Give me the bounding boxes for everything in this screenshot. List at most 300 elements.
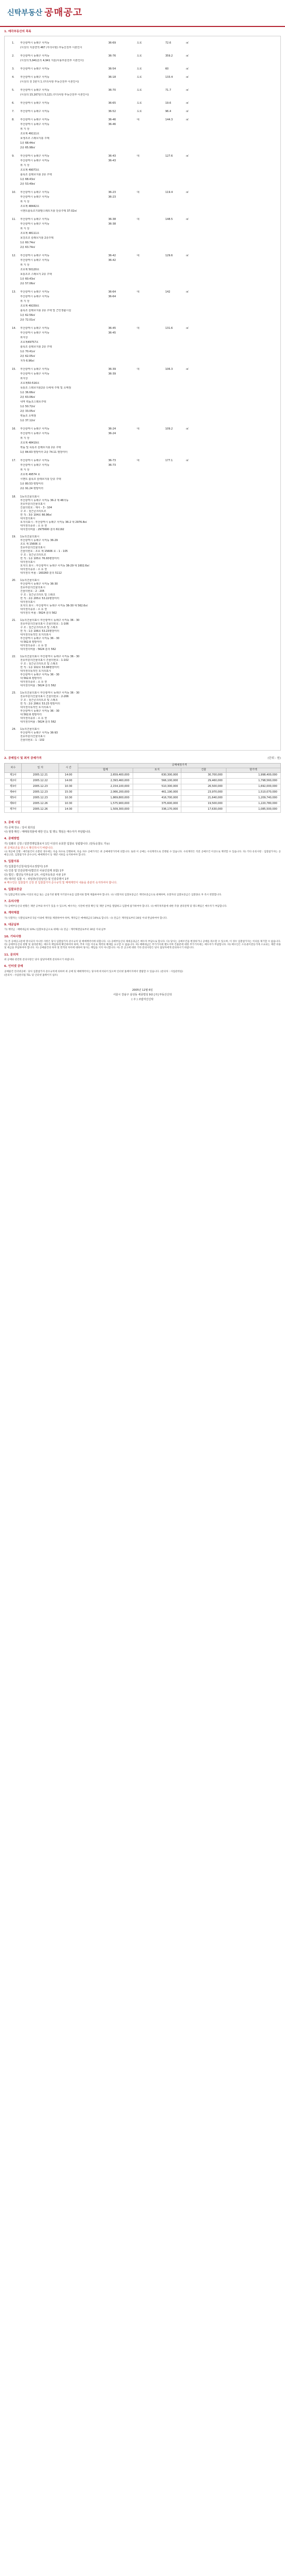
- property-line: [20, 382, 273, 386]
- instr-heading-7: 7. 유의사항: [4, 899, 20, 903]
- property-cell: 2층 53.49㎡: [20, 183, 35, 186]
- property-cell: 위 지 상: [20, 128, 30, 131]
- property-cell: 위 지 상: [20, 437, 30, 440]
- property-cell: ㎡: [186, 191, 189, 195]
- property-line: [20, 437, 273, 441]
- property-line: [20, 336, 273, 341]
- property-cell: 36-45: [108, 327, 116, 330]
- table-cell: 제7차: [5, 807, 22, 812]
- table-cell: 375,600,000: [133, 801, 181, 807]
- property-cell: 전유부분의건물의표시: [20, 735, 46, 739]
- property-cell: 도로: [137, 110, 142, 114]
- property-number: 1.: [12, 41, 15, 45]
- property-line: [20, 499, 273, 503]
- property-item: [12, 110, 273, 115]
- property-cell: 대: [137, 191, 139, 195]
- property-line: [20, 173, 273, 178]
- property-line: [20, 446, 273, 451]
- property-line: [20, 648, 273, 652]
- property-line: [20, 241, 273, 246]
- property-line: [20, 309, 273, 314]
- header-time: 시 간: [59, 763, 78, 772]
- property-line: [20, 89, 273, 93]
- property-cell: 조호제 49574 호: [20, 473, 40, 477]
- property-line: [20, 633, 273, 637]
- property-cell: 177.1: [165, 459, 173, 463]
- price-table-section: [0, 751, 285, 812]
- property-number: 3.: [12, 67, 15, 71]
- notice-page: [0, 0, 285, 1013]
- property-cell: 부산광역시 동래구 사직동: [20, 218, 50, 221]
- property-cell: 부산광역시 동래구 사직동: [20, 368, 50, 371]
- instr-paragraph: 가) 공매부동산의 현황은 제반 공부와 차이가 있을 수 있으며, 매수자는 사전에 현장 확인 및 제반 공부를 열람하고 입찰에 참가하여야 합니다. 나) 매각목적물에 대한 각종 권리관계 및 명도책임은 매수자가 부담합니다.: [4, 905, 227, 908]
- property-line: [20, 464, 273, 468]
- property-cell: 131.6: [165, 327, 173, 330]
- property-cell: 면 적 : 1층 106호 53.23평방미터: [20, 630, 60, 633]
- table-cell: 제4차: [5, 790, 22, 795]
- property-cell: 129.6: [165, 254, 173, 258]
- property-line: [20, 327, 273, 331]
- property-cell: 36-73: [108, 459, 116, 463]
- property-cell: 도로: [137, 41, 142, 45]
- property-cell: 133.4: [165, 76, 173, 79]
- table-cell: 1,575,900,000: [78, 801, 133, 807]
- property-number: 4.: [12, 76, 15, 79]
- property-item: [12, 619, 273, 652]
- property-cell: 부산광역시 동래구 사직동: [20, 102, 50, 105]
- property-line: [20, 137, 273, 142]
- property-cell: 내역 벽돌조스레브주택: [20, 400, 46, 404]
- table-cell: 1,509,300,000: [78, 807, 133, 812]
- property-cell: ㎡: [186, 67, 189, 71]
- property-cell: 부산광역시 동래구 사직동: [20, 295, 50, 299]
- property-cell: (이상의 15,167분의 5,121 /주의사항 부동산전부 이본인이): [20, 93, 89, 97]
- property-item: [12, 191, 273, 214]
- table-cell: 2005.12.22: [22, 778, 59, 784]
- property-cell: 36-39: [108, 372, 116, 376]
- property-line: [20, 304, 273, 309]
- property-cell: 위 지 상: [20, 264, 30, 267]
- property-line: [20, 41, 273, 46]
- property-cell: 2층 33.05㎡: [20, 410, 35, 413]
- property-line: [20, 359, 273, 364]
- notice-footer: [0, 989, 285, 1001]
- property-cell: 토지의 표시 : 부산광역시 동래구 사직동 36-29 대 1602.6㎡: [20, 564, 90, 568]
- property-cell: 전유부분의건물의표시: [20, 546, 46, 550]
- property-line: [20, 254, 273, 259]
- property-cell: 건물의번호 : 제이 - 3 - 104: [20, 506, 52, 510]
- property-cell: 36-46: [108, 118, 116, 122]
- property-cell: 36-46: [108, 123, 116, 127]
- property-line: [20, 183, 273, 187]
- property-item: [12, 254, 273, 287]
- property-cell: 조호제 48419호: [20, 441, 39, 445]
- property-item: [12, 459, 273, 492]
- property-line: [20, 264, 273, 268]
- property-line: [20, 579, 273, 583]
- property-cell: 36-76: [108, 54, 116, 58]
- property-line: [20, 604, 273, 608]
- table-cell: 15:30: [59, 790, 78, 795]
- property-line: [20, 46, 273, 51]
- property-cell: 조호제49757호: [20, 341, 39, 344]
- property-line: [20, 699, 273, 702]
- property-cell: 위 지 상: [20, 164, 30, 168]
- property-item: [12, 579, 273, 615]
- table-cell: 10:30: [59, 801, 78, 807]
- property-cell: (이상의 전 1번지 1 /주의사항 부동산전부 이본인이): [20, 80, 79, 84]
- footer-date: 2005년 12월 6일: [132, 989, 153, 992]
- property-line: [20, 223, 273, 227]
- property-cell: 2층 57.06㎡: [20, 282, 35, 286]
- property-line: [20, 553, 273, 557]
- property-cell: 36-43: [108, 155, 116, 158]
- property-cell: 36-70: [108, 89, 116, 92]
- property-cell: 대: [137, 155, 139, 158]
- table-cell: 10:30: [59, 795, 78, 801]
- property-line: [20, 427, 273, 432]
- table-cell: 제3차: [5, 784, 22, 790]
- table-cell: 29,460,000: [181, 778, 226, 784]
- instr-line: 다) 법인 : 법인등기부등본 1부, 사업자등록증 사본 1부: [4, 873, 66, 877]
- property-line: [20, 619, 273, 622]
- property-line: [20, 641, 273, 644]
- table-cell: 2,659,400,000: [78, 772, 133, 778]
- header-right: 현가액: [226, 768, 280, 772]
- property-cell: 시멘트블록조기와팔스래트지붕 단층주택 37.02㎡: [20, 210, 77, 213]
- property-cell: 2층 62.05㎡: [20, 355, 35, 358]
- property-line: [20, 495, 273, 499]
- property-cell: 부산광역시 동래구 사직동: [20, 327, 50, 330]
- property-cell: 위 지 상: [20, 300, 30, 303]
- property-cell: 148.5: [165, 218, 173, 221]
- property-line: [20, 710, 273, 713]
- property-cell: 36-45: [108, 331, 116, 335]
- property-line: [20, 59, 273, 64]
- instr-line: 나) 현장 확인 : 매매목적물에 대한 인도 및 명도 책임은 매수자가 부담합니다.: [4, 830, 91, 834]
- table-row: [5, 784, 281, 790]
- property-cell: 전유부분의건물의표시 건물의번호 : 2-206: [20, 695, 69, 699]
- property-cell: 부산광역시 동래구 사직동: [20, 331, 50, 335]
- property-cell: 1동의건물의표시 부산광역시 동래구 사직동 36 - 30: [20, 655, 80, 659]
- property-cell: 36-73: [108, 464, 116, 467]
- property-line: [20, 259, 273, 264]
- property-line: [20, 377, 273, 382]
- table-cell: 14:00: [59, 778, 78, 784]
- property-line: [20, 237, 273, 241]
- table-cell: 2,154,100,000: [78, 784, 133, 790]
- property-cell: 조호제 49111호: [20, 132, 39, 136]
- property-number: 2.: [12, 54, 15, 58]
- property-line: [20, 300, 273, 304]
- property-cell: 면 적 : 1층 102호 53.08평방미터: [20, 666, 60, 670]
- property-cell: 대: [137, 427, 139, 431]
- table-cell: 510,300,000: [133, 784, 181, 790]
- property-line: [20, 666, 273, 670]
- property-list: [4, 36, 281, 751]
- instructions: [0, 813, 285, 977]
- property-line: [20, 590, 273, 593]
- table-cell: 1,692,000,000: [226, 784, 280, 790]
- instr-heading-5: 5. 입찰서류: [4, 860, 20, 864]
- property-cell: 대: [137, 290, 139, 294]
- property-cell: 벽돌 및 목통조 슬래브지붕 2층 주택: [20, 446, 61, 450]
- property-line: [20, 612, 273, 615]
- property-line: [20, 278, 273, 282]
- property-cell: 부산광역시 동래구 사직동: [20, 159, 50, 163]
- property-item: [12, 691, 273, 724]
- table-cell: 30,700,000: [181, 772, 226, 778]
- property-cell: 부산광역시 동래구 사직동: [20, 464, 50, 467]
- property-line: [20, 386, 273, 391]
- property-cell: 대지권의종류 : 소 유 권: [20, 524, 47, 528]
- property-line: [20, 419, 273, 424]
- property-cell: 대지권의목적인 토지의표시: [20, 670, 51, 673]
- property-cell: ㎡: [186, 118, 189, 122]
- property-cell: 블록조 슬래브지붕 2층 주택: [20, 345, 52, 349]
- property-line: [20, 662, 273, 666]
- property-cell: 위지상: [20, 377, 28, 381]
- property-item: [12, 155, 273, 187]
- property-cell: 36-69: [108, 41, 116, 45]
- table-row: [5, 772, 281, 778]
- property-line: [20, 146, 273, 151]
- property-line: [20, 517, 273, 521]
- instr-highlight: 위 공매조건을 반드시 확인하시기 바랍니다.: [4, 846, 53, 850]
- property-number: 12.: [12, 254, 16, 258]
- property-cell: 2층 65.98㎡: [20, 146, 35, 150]
- property-cell: 119.4: [165, 191, 173, 195]
- table-cell: 2005.12.23: [22, 784, 59, 790]
- property-line: [20, 546, 273, 550]
- property-cell: 71.7: [165, 89, 172, 92]
- property-cell: 대: [137, 459, 139, 463]
- property-line: [20, 169, 273, 173]
- property-cell: 부산광역시 동래구 사직동 36 - 30: [20, 673, 60, 677]
- property-cell: 조호 제 15606 호: [20, 543, 41, 546]
- table-cell: 630,300,000: [133, 772, 181, 778]
- property-line: [20, 608, 273, 612]
- property-cell: 1층 36.66㎡: [20, 391, 35, 395]
- property-number: 9.: [12, 155, 15, 158]
- property-line: [20, 441, 273, 446]
- property-line: [20, 630, 273, 633]
- footer-company: ( 주 ) 코람자산신탁: [131, 998, 154, 1001]
- table-cell: 제1차: [5, 772, 22, 778]
- property-cell: 벽돌조 소매점: [20, 414, 36, 418]
- table-cell: 1,798,560,000: [226, 778, 280, 784]
- property-line: [20, 626, 273, 630]
- property-cell: 1층 37.12㎡: [20, 419, 35, 423]
- property-line: [20, 478, 273, 482]
- table-row: [5, 790, 281, 795]
- instr-heading-9: 9. 대금납부: [4, 923, 20, 927]
- table-cell: 14:00: [59, 772, 78, 778]
- instr-heading-10: 10. 기타사항: [4, 935, 21, 938]
- table-row: [5, 801, 281, 807]
- instr-heading-8: 8. 계약체결: [4, 911, 20, 915]
- property-line: [20, 318, 273, 323]
- property-line: [20, 557, 273, 561]
- header-date: 일 자: [22, 763, 59, 772]
- property-cell: 대: [137, 218, 139, 221]
- table-cell: 제2차: [5, 778, 22, 784]
- property-cell: 부산광역시 동래구 사직동: [20, 118, 50, 122]
- header-round: 차수: [5, 763, 22, 772]
- property-cell: 전유부분의건물의표시: [20, 586, 46, 590]
- property-line: [20, 539, 273, 543]
- property-cell: 구 조 : 철근콘크리트 및 스래조: [20, 593, 55, 597]
- property-cell: 106.3: [165, 368, 173, 371]
- property-cell: 건물의번호 : 2 - 205: [20, 590, 45, 593]
- property-cell: 36-42: [108, 259, 116, 262]
- property-cell: 1층 60.43㎡: [20, 278, 35, 281]
- property-number: 14.: [12, 327, 16, 330]
- property-cell: 대: [137, 327, 139, 330]
- property-line: [20, 164, 273, 169]
- property-cell: 도로: [137, 54, 142, 58]
- property-line: [20, 684, 273, 688]
- property-line: [20, 568, 273, 572]
- property-cell: 위지상: [20, 336, 28, 340]
- property-cell: 부산광역시 동래구 사직동: [20, 41, 50, 45]
- property-line: [20, 345, 273, 350]
- property-cell: 2층 91.24 평방미터: [20, 487, 44, 491]
- property-cell: 대지권의표시: [20, 601, 35, 604]
- property-cell: 부산광역시 동래구 사직동: [20, 89, 50, 92]
- property-cell: 건물의번호 : 1 - 102: [20, 739, 45, 742]
- instr-line: 라) 대리인 입찰 시 : 위임장(인감날인) 및 인감증명서 1부: [4, 877, 69, 881]
- property-cell: 대 562.6 평방미터: [20, 641, 42, 644]
- property-cell: 부산광역시 동래구 사직동: [20, 259, 50, 262]
- property-line: [20, 350, 273, 355]
- instr-paragraph: 가) 본 공매공고문에 명시되지 아니한 사항은 당사 입찰참가자 준수규칙 및 매매계약서에 의합니다. 나) 공매부동산의 제세공과금은 매수자 부담으로 합니다. 다) 당사는 공매조건을 변경하거나 공매를 취소할 수 있으며, 이 경우 입찰참가자는 이의를 제기할 수 없습니다. 라) 공매부동산의 현황 및 권리관계는 매수자 책임하에 확인하여야 하며, 추후 이를 이유로 계약의 해제를 요구할 수 없습니다. 마) 매매대금은 부가가치세 별도이며 건물분에 대한 부가가치세는 매수자가 부담합니다. 바) 매수인은 소유권이전등기에 소요되는 제반 비용 및 세금을 부담하여야 합니다. 사) 공매물건의 하자 및 면적의 차이에 대하여 당사는 책임을 지지 아니합니다. 아) 본 공고에 대한 기타 문의사항은 당사 담당자에게 문의하시기 바랍니다.: [4, 940, 281, 950]
- property-line: [20, 583, 273, 586]
- property-cell: 위 지 상: [20, 468, 30, 472]
- property-cell: 부산광역시 동래구 사직동: [20, 459, 50, 463]
- closing-paragraph: 공매물건 인터넷공매 : 당사 입찰참가자 준수규칙에 의하여 위 공매 및 매매계약서는 당사에 비치되어 있으며 인터넷 홈페이지에서 열람할 수 있습니다. (문의처 : 사업관리팀): [4, 970, 183, 973]
- property-cell: 60: [165, 67, 169, 71]
- property-line: [20, 405, 273, 410]
- instr-heading-6: 6. 입찰보증금: [4, 888, 22, 892]
- property-line: [20, 273, 273, 278]
- property-number: 8.: [12, 118, 15, 122]
- property-cell: 부산광역시 동래구 사직동 36-30: [20, 583, 58, 586]
- property-cell: ㎡: [186, 459, 189, 463]
- property-line: [20, 670, 273, 673]
- property-line: [20, 391, 273, 396]
- property-number: 19.: [12, 535, 16, 539]
- header-group: 공매예정가격: [78, 763, 281, 768]
- property-cell: ㎡: [186, 327, 189, 330]
- property-number: 7.: [12, 110, 15, 114]
- property-number: 10.: [12, 191, 16, 195]
- property-cell: 블록조 슬래브지붕 2층 주택: [20, 173, 52, 177]
- property-cell: 보생조조 스래브지붕 주택: [20, 137, 50, 141]
- property-line: [20, 550, 273, 553]
- property-cell: 36-24: [108, 432, 116, 436]
- property-cell: 72.6: [165, 41, 172, 45]
- property-line: [20, 191, 273, 196]
- property-line: [20, 601, 273, 604]
- property-cell: 조호제 48111호: [20, 232, 39, 236]
- header-land: 토지: [133, 768, 181, 772]
- instr-line: 가) 일괄의 신청 / 일반경쟁입찰로서 1인 이상의 유효한 입찰로 성립합니다. (단독응찰도 가능): [4, 842, 110, 846]
- instr-paragraph: 가) 입찰금액의 10% 이상의 현금 또는 금융기관 발행 자기앞수표를 입찰서와 함께 제출하여야 합니다. 나) 낙찰자의 입찰보증금은 계약보증금으로 대체하며, 유찰자의 입찰보증금은 입찰종료 후 즉시 반환합니다.: [4, 893, 222, 896]
- property-cell: 부산광역시 동래구 사직동: [20, 110, 50, 114]
- table-cell: 2005.12.23: [22, 790, 59, 795]
- property-line: [20, 414, 273, 419]
- property-cell: 36-64: [108, 290, 116, 294]
- property-cell: ㎡: [186, 102, 189, 105]
- property-cell: 도로: [137, 67, 142, 71]
- property-cell: 면 적 : 3층 104호 66.96㎡: [20, 514, 52, 517]
- property-cell: 1동의건물의표시 부산광역시 동래구 사직동 36 - 30: [20, 619, 80, 622]
- property-line: [20, 702, 273, 706]
- table-cell: 1,869,800,000: [78, 795, 133, 801]
- property-cell: 구 조 : 철근콘크리트조 및 스래조: [20, 699, 58, 702]
- property-cell: 36-24: [108, 427, 116, 431]
- property-line: [20, 451, 273, 455]
- property-cell: 부산광역시 동래구 사직동: [20, 223, 50, 226]
- property-line: [20, 677, 273, 681]
- property-cell: 36-23: [108, 191, 116, 195]
- property-cell: 1층 80.53 평방미터: [20, 482, 44, 486]
- property-cell: 대지권의 비율 : 5624 분의 562: [20, 612, 57, 615]
- property-number: 11.: [12, 218, 16, 221]
- table-cell: 2005.12.21: [22, 772, 59, 778]
- property-cell: ㎡: [186, 427, 189, 431]
- property-line: [20, 622, 273, 626]
- table-cell: 제6차: [5, 801, 22, 807]
- property-line: [20, 721, 273, 724]
- section-title-properties: 1. 매각부동산의 목록: [4, 30, 32, 33]
- property-line: [20, 128, 273, 132]
- property-line: [20, 232, 273, 237]
- property-cell: 대지권의종류 : 소 유 권: [20, 681, 47, 684]
- property-line: [20, 503, 273, 506]
- property-line: [20, 459, 273, 464]
- property-line: [20, 118, 273, 123]
- table-cell: 1,998,400,000: [226, 772, 280, 778]
- table-cell: 17,630,000: [181, 807, 226, 812]
- property-line: [20, 54, 273, 59]
- property-item: [12, 89, 273, 98]
- table-unit: (단위 : 원): [267, 757, 281, 760]
- property-line: [20, 218, 273, 223]
- property-cell: 부산광역시 동래구 사직동: [20, 254, 50, 258]
- property-number: 20.: [12, 579, 16, 583]
- property-cell: ㎡: [186, 89, 189, 92]
- property-cell: 대지권의표시: [20, 517, 35, 521]
- property-cell: 부산광역시 동래구 사직동: [20, 76, 50, 79]
- property-line: [20, 132, 273, 137]
- table-cell: 1,510,070,000: [226, 790, 280, 795]
- instr-heading-3: 3. 공매 시일: [4, 821, 20, 824]
- property-cell: 36-52: [108, 110, 116, 114]
- property-item: [12, 427, 273, 455]
- property-number: 22.: [12, 655, 16, 659]
- property-line: [20, 510, 273, 514]
- instr-heading-4: 4. 공매방법: [4, 837, 20, 840]
- table-row: [5, 795, 281, 801]
- property-cell: 도로: [137, 89, 142, 92]
- property-cell: ㎡: [186, 368, 189, 371]
- property-cell: 조호제 50120호: [20, 268, 39, 272]
- header-title: 공매공고: [44, 7, 83, 18]
- property-line: [20, 282, 273, 287]
- table-cell: 10:30: [59, 784, 78, 790]
